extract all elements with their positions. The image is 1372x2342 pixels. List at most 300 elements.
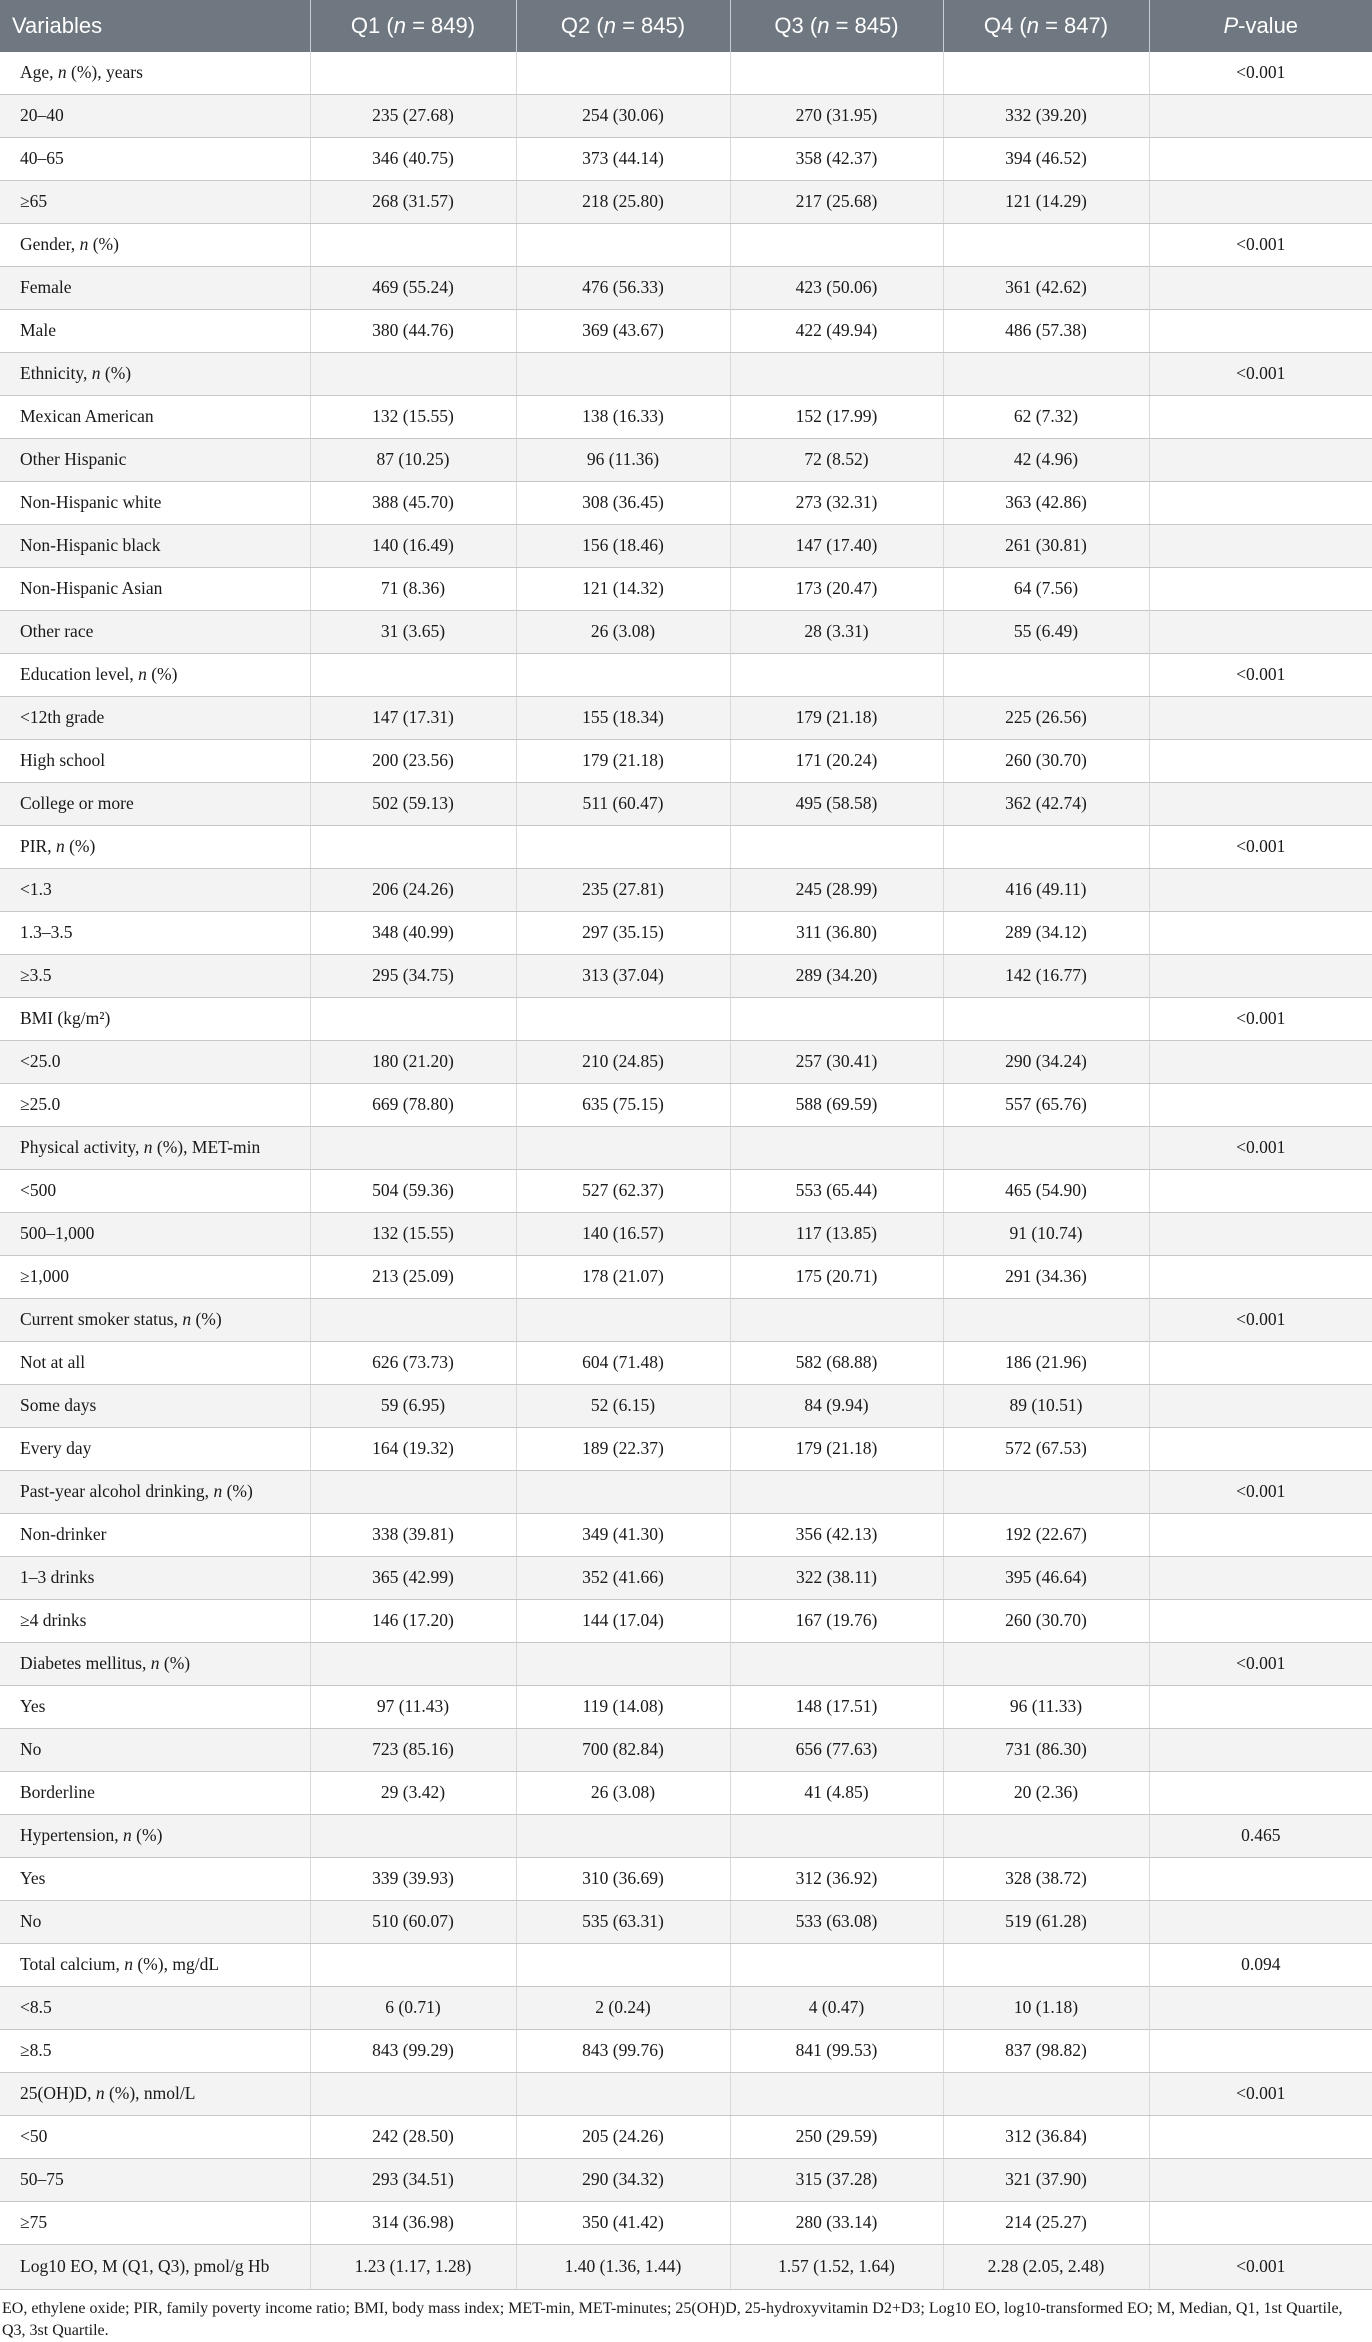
cell-q2: 843 (99.76) (516, 2030, 730, 2073)
table-row (0, 826, 1372, 869)
cell-q3 (730, 1127, 943, 1170)
cell-q4: 214 (25.27) (943, 2202, 1149, 2245)
cell-q4: 260 (30.70) (943, 1600, 1149, 1643)
cell-q4: 362 (42.74) (943, 783, 1149, 826)
cell-pvalue: <0.001 (1149, 2073, 1372, 2116)
cell-q4: 395 (46.64) (943, 1557, 1149, 1600)
row-label: Other Hispanic (0, 439, 310, 482)
cell-q3 (730, 1643, 943, 1686)
cell-q2: 52 (6.15) (516, 1385, 730, 1428)
cell-q2: 700 (82.84) (516, 1729, 730, 1772)
cell-q3 (730, 2073, 943, 2116)
cell-q2 (516, 1944, 730, 1987)
table-row (0, 1213, 1372, 1256)
cell-q4: 290 (34.24) (943, 1041, 1149, 1084)
cell-q3: 175 (20.71) (730, 1256, 943, 1299)
cell-q1: 388 (45.70) (310, 482, 516, 525)
cell-q3: 533 (63.08) (730, 1901, 943, 1944)
table-row (0, 1815, 1372, 1858)
cell-q2: 140 (16.57) (516, 1213, 730, 1256)
cell-q2 (516, 1471, 730, 1514)
cell-q3: 588 (69.59) (730, 1084, 943, 1127)
cell-pvalue: <0.001 (1149, 52, 1372, 95)
cell-q2 (516, 1299, 730, 1342)
cell-q4: 62 (7.32) (943, 396, 1149, 439)
cell-pvalue (1149, 439, 1372, 482)
cell-q3 (730, 224, 943, 267)
table-row (0, 1428, 1372, 1471)
row-label: Not at all (0, 1342, 310, 1385)
cell-pvalue: <0.001 (1149, 826, 1372, 869)
table-row (0, 1041, 1372, 1084)
row-label: 40–65 (0, 138, 310, 181)
row-label: Non-drinker (0, 1514, 310, 1557)
row-label: Past-year alcohol drinking, n (%) (0, 1471, 310, 1514)
cell-q4: 361 (42.62) (943, 267, 1149, 310)
cell-pvalue (1149, 955, 1372, 998)
table-row (0, 611, 1372, 654)
cell-q2: 138 (16.33) (516, 396, 730, 439)
cell-q4: 731 (86.30) (943, 1729, 1149, 1772)
table-row (0, 1127, 1372, 1170)
cell-q2: 156 (18.46) (516, 525, 730, 568)
cell-q2: 369 (43.67) (516, 310, 730, 353)
cell-pvalue (1149, 568, 1372, 611)
table-row (0, 1514, 1372, 1557)
table-row (0, 525, 1372, 568)
table-row (0, 224, 1372, 267)
table-row (0, 181, 1372, 224)
header-q4: Q4 (n = 847) (943, 0, 1149, 52)
cell-q4: 328 (38.72) (943, 1858, 1149, 1901)
header-q1: Q1 (n = 849) (310, 0, 516, 52)
cell-pvalue (1149, 2202, 1372, 2245)
table-row (0, 2202, 1372, 2245)
table-row (0, 138, 1372, 181)
cell-pvalue (1149, 2159, 1372, 2202)
cell-pvalue: 0.465 (1149, 1815, 1372, 1858)
row-label: College or more (0, 783, 310, 826)
cell-q3 (730, 998, 943, 1041)
row-label: ≥3.5 (0, 955, 310, 998)
row-label: No (0, 1729, 310, 1772)
cell-q1 (310, 826, 516, 869)
row-label: Non-Hispanic white (0, 482, 310, 525)
cell-q3: 270 (31.95) (730, 95, 943, 138)
cell-q1: 147 (17.31) (310, 697, 516, 740)
table-row (0, 912, 1372, 955)
cell-pvalue (1149, 1686, 1372, 1729)
table-row (0, 998, 1372, 1041)
cell-q2: 26 (3.08) (516, 1772, 730, 1815)
row-label: 1–3 drinks (0, 1557, 310, 1600)
cell-q3: 422 (49.94) (730, 310, 943, 353)
row-label: 50–75 (0, 2159, 310, 2202)
cell-q2: 511 (60.47) (516, 783, 730, 826)
cell-q2: 373 (44.14) (516, 138, 730, 181)
cell-q1 (310, 52, 516, 95)
header-q3: Q3 (n = 845) (730, 0, 943, 52)
row-label: Yes (0, 1858, 310, 1901)
cell-q2: 155 (18.34) (516, 697, 730, 740)
table-row (0, 1557, 1372, 1600)
cell-pvalue (1149, 1428, 1372, 1471)
cell-pvalue (1149, 1342, 1372, 1385)
row-label: <50 (0, 2116, 310, 2159)
table-row (0, 1944, 1372, 1987)
cell-q2: 218 (25.80) (516, 181, 730, 224)
cell-q2: 290 (34.32) (516, 2159, 730, 2202)
cell-q2: 527 (62.37) (516, 1170, 730, 1213)
cell-q4: 572 (67.53) (943, 1428, 1149, 1471)
cell-q2: 310 (36.69) (516, 1858, 730, 1901)
table-row (0, 2116, 1372, 2159)
cell-q2: 121 (14.32) (516, 568, 730, 611)
table-row (0, 2159, 1372, 2202)
cell-q4: 260 (30.70) (943, 740, 1149, 783)
cell-q2: 96 (11.36) (516, 439, 730, 482)
cell-q2: 297 (35.15) (516, 912, 730, 955)
cell-pvalue (1149, 267, 1372, 310)
row-label: 20–40 (0, 95, 310, 138)
cell-q2: 535 (63.31) (516, 1901, 730, 1944)
cell-q1 (310, 1471, 516, 1514)
cell-pvalue: <0.001 (1149, 998, 1372, 1041)
cell-pvalue: <0.001 (1149, 1299, 1372, 1342)
cell-q3 (730, 52, 943, 95)
row-label: Physical activity, n (%), MET-min (0, 1127, 310, 1170)
cell-pvalue (1149, 611, 1372, 654)
cell-q4 (943, 1299, 1149, 1342)
table-row (0, 1772, 1372, 1815)
cell-q4: 486 (57.38) (943, 310, 1149, 353)
cell-q4 (943, 52, 1149, 95)
cell-pvalue (1149, 1600, 1372, 1643)
table-row (0, 955, 1372, 998)
cell-q3: 148 (17.51) (730, 1686, 943, 1729)
cell-q1: 669 (78.80) (310, 1084, 516, 1127)
cell-q1: 180 (21.20) (310, 1041, 516, 1084)
row-label: ≥65 (0, 181, 310, 224)
table-row (0, 1256, 1372, 1299)
cell-q1: 502 (59.13) (310, 783, 516, 826)
cell-q1 (310, 1127, 516, 1170)
row-label: <25.0 (0, 1041, 310, 1084)
cell-q3: 167 (19.76) (730, 1600, 943, 1643)
row-label: Education level, n (%) (0, 654, 310, 697)
cell-q3: 553 (65.44) (730, 1170, 943, 1213)
row-label: Borderline (0, 1772, 310, 1815)
cell-q3: 312 (36.92) (730, 1858, 943, 1901)
cell-q1: 6 (0.71) (310, 1987, 516, 2030)
cell-q1 (310, 1299, 516, 1342)
table-row (0, 1987, 1372, 2030)
cell-q3: 257 (30.41) (730, 1041, 943, 1084)
cell-q2: 604 (71.48) (516, 1342, 730, 1385)
cell-pvalue (1149, 1385, 1372, 1428)
table-row (0, 2073, 1372, 2116)
cell-q3: 1.57 (1.52, 1.64) (730, 2245, 943, 2290)
row-label: Every day (0, 1428, 310, 1471)
cell-q1: 235 (27.68) (310, 95, 516, 138)
cell-q4: 225 (26.56) (943, 697, 1149, 740)
row-label: ≥8.5 (0, 2030, 310, 2073)
cell-pvalue: <0.001 (1149, 1643, 1372, 1686)
cell-pvalue (1149, 1256, 1372, 1299)
header-row (0, 0, 1372, 52)
row-label: ≥25.0 (0, 1084, 310, 1127)
cell-q3: 250 (29.59) (730, 2116, 943, 2159)
cell-q3: 173 (20.47) (730, 568, 943, 611)
row-label: Male (0, 310, 310, 353)
cell-q2 (516, 2073, 730, 2116)
row-label: Diabetes mellitus, n (%) (0, 1643, 310, 1686)
cell-q3 (730, 353, 943, 396)
cell-q3: 495 (58.58) (730, 783, 943, 826)
cell-q2: 178 (21.07) (516, 1256, 730, 1299)
cell-q1 (310, 224, 516, 267)
cell-q1 (310, 353, 516, 396)
table-row (0, 697, 1372, 740)
table-row (0, 654, 1372, 697)
row-label: <12th grade (0, 697, 310, 740)
cell-q3: 358 (42.37) (730, 138, 943, 181)
cell-q1: 268 (31.57) (310, 181, 516, 224)
cell-q3: 841 (99.53) (730, 2030, 943, 2073)
cell-q2: 635 (75.15) (516, 1084, 730, 1127)
cell-pvalue (1149, 482, 1372, 525)
cell-q3: 656 (77.63) (730, 1729, 943, 1772)
table-row (0, 1600, 1372, 1643)
row-label: Non-Hispanic Asian (0, 568, 310, 611)
cell-q1 (310, 654, 516, 697)
row-label: Total calcium, n (%), mg/dL (0, 1944, 310, 1987)
cell-q1 (310, 1815, 516, 1858)
cell-pvalue: <0.001 (1149, 654, 1372, 697)
table-row (0, 1729, 1372, 1772)
cell-pvalue (1149, 1858, 1372, 1901)
cell-q1: 339 (39.93) (310, 1858, 516, 1901)
cell-q1: 293 (34.51) (310, 2159, 516, 2202)
cell-pvalue (1149, 181, 1372, 224)
header-q2: Q2 (n = 845) (516, 0, 730, 52)
cell-q1: 31 (3.65) (310, 611, 516, 654)
cell-q4: 89 (10.51) (943, 1385, 1149, 1428)
row-label: Log10 EO, M (Q1, Q3), pmol/g Hb (0, 2245, 310, 2290)
cell-q2 (516, 1643, 730, 1686)
table-row (0, 482, 1372, 525)
cell-q1: 510 (60.07) (310, 1901, 516, 1944)
row-label: PIR, n (%) (0, 826, 310, 869)
cell-pvalue (1149, 138, 1372, 181)
cell-q3: 280 (33.14) (730, 2202, 943, 2245)
cell-q2: 350 (41.42) (516, 2202, 730, 2245)
cell-q1 (310, 998, 516, 1041)
row-label: Mexican American (0, 396, 310, 439)
cell-q2: 254 (30.06) (516, 95, 730, 138)
cell-pvalue (1149, 2116, 1372, 2159)
cell-q2 (516, 826, 730, 869)
cell-q1: 146 (17.20) (310, 1600, 516, 1643)
cell-q2: 1.40 (1.36, 1.44) (516, 2245, 730, 2290)
cell-q1 (310, 2073, 516, 2116)
cell-q2 (516, 1127, 730, 1170)
cell-pvalue (1149, 1514, 1372, 1557)
cell-q4: 121 (14.29) (943, 181, 1149, 224)
table-row (0, 267, 1372, 310)
cell-q3 (730, 1944, 943, 1987)
table-row (0, 396, 1372, 439)
cell-q4 (943, 1127, 1149, 1170)
cell-q4: 2.28 (2.05, 2.48) (943, 2245, 1149, 2290)
cell-pvalue: 0.094 (1149, 1944, 1372, 1987)
cell-q4: 837 (98.82) (943, 2030, 1149, 2073)
header-pvalue: P-value (1149, 0, 1372, 52)
cell-q3: 4 (0.47) (730, 1987, 943, 2030)
cell-q3: 171 (20.24) (730, 740, 943, 783)
cell-q4 (943, 1944, 1149, 1987)
table-row (0, 740, 1372, 783)
cell-q2: 313 (37.04) (516, 955, 730, 998)
cell-pvalue: <0.001 (1149, 1127, 1372, 1170)
cell-pvalue (1149, 1729, 1372, 1772)
cell-q4 (943, 353, 1149, 396)
cell-q3: 322 (38.11) (730, 1557, 943, 1600)
cell-pvalue (1149, 310, 1372, 353)
cell-q4 (943, 998, 1149, 1041)
row-label: ≥75 (0, 2202, 310, 2245)
cell-q3: 84 (9.94) (730, 1385, 943, 1428)
table-row (0, 1342, 1372, 1385)
cell-q1 (310, 1643, 516, 1686)
table-row (0, 1471, 1372, 1514)
cell-q1: 338 (39.81) (310, 1514, 516, 1557)
cell-q1: 97 (11.43) (310, 1686, 516, 1729)
cell-q1: 213 (25.09) (310, 1256, 516, 1299)
cell-q1: 346 (40.75) (310, 138, 516, 181)
cell-q1: 314 (36.98) (310, 2202, 516, 2245)
cell-q2: 189 (22.37) (516, 1428, 730, 1471)
cell-q1 (310, 1944, 516, 1987)
cell-q3: 217 (25.68) (730, 181, 943, 224)
cell-q3: 311 (36.80) (730, 912, 943, 955)
cell-q1: 469 (55.24) (310, 267, 516, 310)
cell-q4 (943, 1815, 1149, 1858)
table-header (0, 0, 1372, 52)
cell-q3: 315 (37.28) (730, 2159, 943, 2202)
cell-pvalue (1149, 525, 1372, 568)
cell-q2 (516, 654, 730, 697)
table-row (0, 52, 1372, 95)
cell-q3: 289 (34.20) (730, 955, 943, 998)
cell-pvalue (1149, 1901, 1372, 1944)
cell-q1: 723 (85.16) (310, 1729, 516, 1772)
cell-q3: 152 (17.99) (730, 396, 943, 439)
cell-q2: 352 (41.66) (516, 1557, 730, 1600)
cell-pvalue (1149, 95, 1372, 138)
cell-q4: 10 (1.18) (943, 1987, 1149, 2030)
cell-q1: 132 (15.55) (310, 1213, 516, 1256)
cell-q4 (943, 2073, 1149, 2116)
cell-q4: 186 (21.96) (943, 1342, 1149, 1385)
table-body (0, 52, 1372, 2290)
cell-q1: 29 (3.42) (310, 1772, 516, 1815)
cell-q4: 142 (16.77) (943, 955, 1149, 998)
row-label: Other race (0, 611, 310, 654)
cell-q1: 626 (73.73) (310, 1342, 516, 1385)
row-label: Some days (0, 1385, 310, 1428)
table-row (0, 1170, 1372, 1213)
cell-q1: 200 (23.56) (310, 740, 516, 783)
row-label: Current smoker status, n (%) (0, 1299, 310, 1342)
cell-q4: 557 (65.76) (943, 1084, 1149, 1127)
cell-pvalue (1149, 740, 1372, 783)
cell-q4: 289 (34.12) (943, 912, 1149, 955)
cell-q2 (516, 52, 730, 95)
table-row (0, 95, 1372, 138)
cell-q3: 28 (3.31) (730, 611, 943, 654)
cell-q3: 356 (42.13) (730, 1514, 943, 1557)
row-label: BMI (kg/m²) (0, 998, 310, 1041)
cell-q4: 519 (61.28) (943, 1901, 1149, 1944)
cell-pvalue (1149, 1557, 1372, 1600)
cell-pvalue (1149, 1041, 1372, 1084)
cell-q2: 119 (14.08) (516, 1686, 730, 1729)
cell-q1: 140 (16.49) (310, 525, 516, 568)
cell-q1: 348 (40.99) (310, 912, 516, 955)
cell-q3: 147 (17.40) (730, 525, 943, 568)
cell-pvalue (1149, 1213, 1372, 1256)
cell-q4 (943, 1471, 1149, 1514)
cell-q3: 41 (4.85) (730, 1772, 943, 1815)
cell-q3 (730, 826, 943, 869)
cell-q4: 321 (37.90) (943, 2159, 1149, 2202)
cell-q4: 42 (4.96) (943, 439, 1149, 482)
cell-q2: 26 (3.08) (516, 611, 730, 654)
row-label: <500 (0, 1170, 310, 1213)
cell-q4: 261 (30.81) (943, 525, 1149, 568)
cell-q2 (516, 353, 730, 396)
cell-q4 (943, 1643, 1149, 1686)
cell-q3 (730, 1471, 943, 1514)
cell-pvalue: <0.001 (1149, 224, 1372, 267)
cell-q3: 179 (21.18) (730, 1428, 943, 1471)
cell-q1: 365 (42.99) (310, 1557, 516, 1600)
row-label: Age, n (%), years (0, 52, 310, 95)
table-row (0, 310, 1372, 353)
cell-q4: 64 (7.56) (943, 568, 1149, 611)
table-row (0, 1901, 1372, 1944)
cell-pvalue (1149, 912, 1372, 955)
cell-pvalue: <0.001 (1149, 353, 1372, 396)
cell-q3: 179 (21.18) (730, 697, 943, 740)
row-label: ≥1,000 (0, 1256, 310, 1299)
cell-q3: 582 (68.88) (730, 1342, 943, 1385)
cell-pvalue: <0.001 (1149, 2245, 1372, 2290)
cell-q3 (730, 1815, 943, 1858)
cell-q3 (730, 654, 943, 697)
table-row (0, 1643, 1372, 1686)
cell-pvalue: <0.001 (1149, 1471, 1372, 1514)
cell-q2 (516, 1815, 730, 1858)
row-label: Yes (0, 1686, 310, 1729)
row-label: 25(OH)D, n (%), nmol/L (0, 2073, 310, 2116)
cell-q1: 87 (10.25) (310, 439, 516, 482)
cell-q2: 235 (27.81) (516, 869, 730, 912)
row-label: High school (0, 740, 310, 783)
header-variables: Variables (0, 0, 310, 52)
row-label: Ethnicity, n (%) (0, 353, 310, 396)
